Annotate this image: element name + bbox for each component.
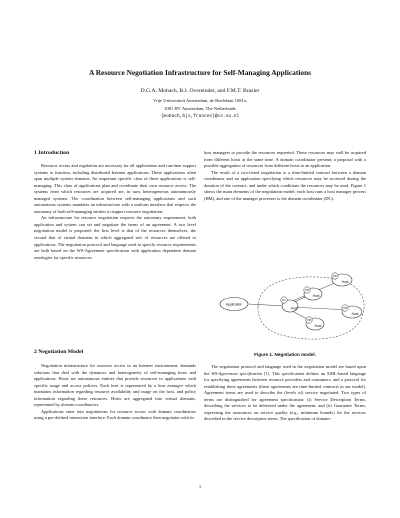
text-run: . xyxy=(98,402,100,408)
application-label: Application xyxy=(225,302,243,307)
figure-caption: Figure 1. Negotiation model. xyxy=(254,352,316,357)
author-email: {mobach,bjo,frances}@cs.vu.nl xyxy=(160,114,240,119)
emphasis-host-manager: host manager xyxy=(158,382,184,388)
paragraph: The result of a two-tiered negotiation is a time-limited contract between a domain coordinator and an application specifying which resources may be accessed during the duration of the contract, and under which conditions the resources may be used. Figure 1 shows the main elements of the negotiation model: each host runs a host manager process (HM), and one of the manager processes is the domain coordinator (DC). xyxy=(204,169,366,201)
paragraph xyxy=(204,364,366,423)
paragraph: host managers to provide the resources requested. These resources may well be acquired from different hosts at the same time. A domain coordinator presents a proposal with a possible aggregation of resources from different hosts to an application. xyxy=(204,150,366,169)
link-dc-host-right xyxy=(290,307,350,310)
text-run: [1]. This specification defines an XML-based language for specifying agreements between resource providers and consumers, and a protocol for establishing these agreements (these agreements are time-limited contracts in our model). Agreement terms are used to describe the (levels of) service negotiated. Two types of terms are distinguished for agreement specification: (i) Service Description Terms, describing the services to be delivered under the agreement, and (ii) Guarantee Terms, expressing the assurances on service quality (e.g., minimum bounds) for the services described in the service description terms. The specification of domain- xyxy=(204,370,367,422)
paragraph: Applications enter into negotiations for resource access with domain coordinators using a pre-defined interaction interface. Each domain coordinator then negotiates with its xyxy=(34,408,196,421)
dc-label: DC xyxy=(282,298,286,302)
text-run: Negotiation infrastructure for resource access in an Internet environment, demands solutions that deal with the dynamics and heterogeneity of self-managing hosts and applications. Hosts are autonomous entities that provide resources to applications with specific usage and access policies. Each host is represented by a xyxy=(34,363,196,388)
paper-title: A Resource Negotiation Infrastructure for Self-Managing Applications xyxy=(88,68,312,77)
hm-label: HM xyxy=(343,306,347,310)
right-column-top-body xyxy=(204,150,366,202)
host-label: Host xyxy=(312,294,320,298)
hm-label: HM xyxy=(333,274,337,278)
text-run: The negotiation protocol and language used in the negotiation model are based upon the xyxy=(204,364,366,376)
page-number: 1 xyxy=(198,484,202,489)
host-label: Host xyxy=(290,306,298,311)
affiliation-line-1: Vrije Universiteit Amsterdam, de Boelelaan 1081a, xyxy=(153,98,247,103)
section-heading-negotiation-model: 2 Negotiation Model xyxy=(34,349,84,355)
host-label: Host xyxy=(341,280,349,284)
text-run: which maintains information regarding resource availability and usage on the host, and policy information regarding these resources. Hosts are aggregated into virtual domains, represented by xyxy=(34,382,196,408)
section-heading-introduction: 1 Introduction xyxy=(34,150,70,156)
affiliation-line-2: 1081 HV Amsterdam, The Netherlands xyxy=(164,106,236,111)
hm-label: HM xyxy=(307,318,311,322)
emphasis-ws-agreement: WS-Agreement specification xyxy=(211,370,263,376)
introduction-body xyxy=(34,163,196,261)
hm-label: HM xyxy=(305,288,309,292)
right-column-bottom-body xyxy=(204,364,366,423)
paragraph: An infrastructure for resource negotiation respects the autonomy requirement: both application and system can set and negotiate the terms of an agreement. A two level negotiation model is proposed: the first level is that of the resources themselves, the second that of virtual domains in which aggregated sets of resources are offered to applications. The negotiation protocol and language used to specify resource requirements are both based on the WS-Agreement specification with application dependent domain ontologies for specific resources. xyxy=(34,215,196,260)
paragraph: Resource access and regulation are necessary for all applications and run-time support systems to function, including distributed Internet applications. These applications often span multiple system domains. An important specific class of these applications is self-managing. This class of applications plan and coordinate their own resource access. The systems from which resources are acquired are, in turn, heterogeneous autonomously managed systems. The coordination between self-managing applications and such autonomous systems mandates an infrastructure with a uniform interface that respects the autonomy of both self-managing entities to support resource negotiation. xyxy=(34,163,196,214)
negotiation-model-body xyxy=(34,363,196,422)
author-list: D.G.A. Mobach, B.J. Overeinder, and F.M.T. Brazier xyxy=(140,88,260,94)
emphasis-domain-coordinators: domain coordinators xyxy=(61,402,99,408)
host-label: Host xyxy=(314,324,322,328)
paragraph xyxy=(34,363,196,409)
link-application-dc xyxy=(248,304,286,306)
negotiation-model-figure xyxy=(218,272,378,342)
host-label: Host xyxy=(351,312,359,316)
